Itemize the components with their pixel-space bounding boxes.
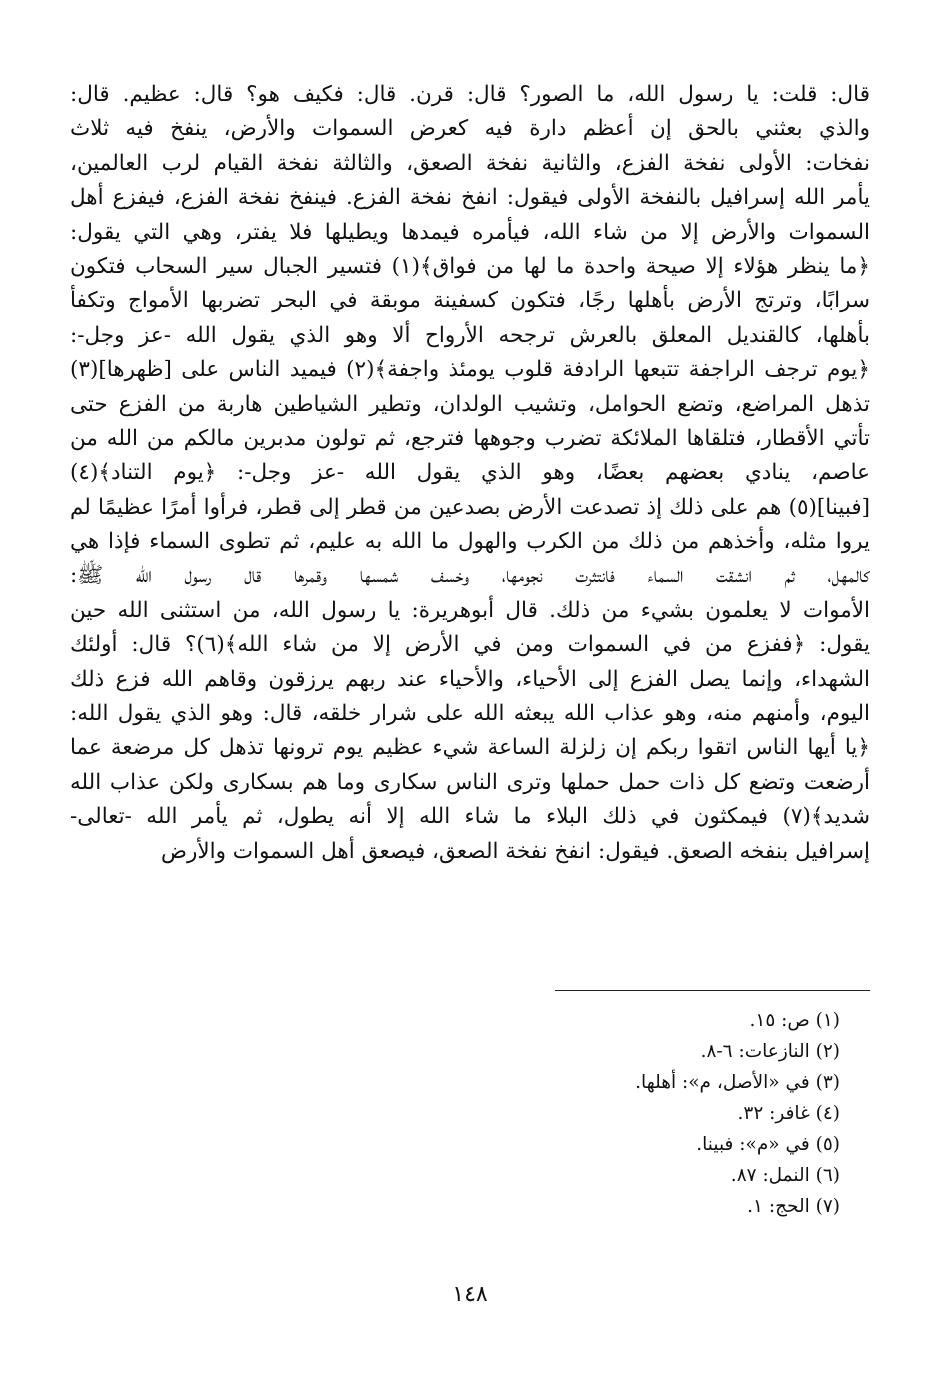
footnote: (٧) الحج: ١. — [747, 1196, 840, 1217]
text-line: الأموات لا يعلمون بشيء من ذلك. قال أبوهريرة: يا رسول الله، من استثنى الله حين — [70, 597, 870, 623]
footnote: (٢) النازعات: ٦-٨. — [700, 1041, 840, 1062]
footnote: (٦) النمل: ٨٧. — [730, 1165, 840, 1186]
text-line: تذهل المراضع، وتضع الحوامل، وتشيب الولدان، وتطير الشياطين هاربة من الفزع حتى — [70, 391, 870, 417]
text-line: يروا مثله، وأخذهم من ذلك من الكرب والهول ما الله به عليم، ثم تطوى السماء فإذا هي — [70, 529, 870, 555]
footnote: (٤) غافر: ٣٢. — [737, 1103, 840, 1124]
footnotes — [420, 1005, 840, 1222]
text-line: شديد﴾(٧) فيمكثون في ذلك البلاء ما شاء الله إلا أنه يطول، ثم يأمر الله -تعالى- — [70, 804, 870, 830]
text-line: والذي بعثني بالحق إن أعظم دارة فيه كعرض السموات والأرض، ينفخ فيه ثلاث — [70, 116, 870, 142]
text-line: سرابًا، وترتج الأرض بأهلها رجًا، فتكون كسفينة موبقة في البحر تضربها الأمواج وتكفأ — [70, 288, 870, 314]
text-line: اليوم، وأمنهم منه، وهو عذاب الله يبعثه الله على شرار خلقه، قال: وهو الذي يقول الله: — [70, 701, 870, 727]
footnote: (٣) في «الأصل، م»: أهلها. — [635, 1072, 840, 1093]
text-line: يأمر الله إسرافيل بالنفخة الأولى فيقول: انفخ نفخة الفزع. فينفخ نفخة الفزع، فيفزع أهل — [70, 185, 870, 211]
text-line: تأتي الأقطار، فتلقاها الملائكة تضرب وجوهها فترجع، ثم تولون مدبرين مالكم من الله من — [70, 425, 870, 451]
text-line: إسرافيل بنفخه الصعق. فيقول: انفخ نفخة الصعق، فيصعق أهل السموات والأرض — [160, 838, 870, 864]
text-line: أرضعت وتضع كل ذات حمل حملها وترى الناس سكارى وما هم بسكارى ولكن عذاب الله — [70, 769, 870, 795]
text-line: قال: قلت: يا رسول الله، ما الصور؟ قال: قرن. قال: فكيف هو؟ قال: عظيم. قال: — [70, 82, 870, 107]
text-line: بأهلها، كالقنديل المعلق بالعرش ترجحه الأرواح ألا وهو الذي يقول الله -عز وجل-: — [70, 322, 870, 348]
text-line: ﴿يا أيها الناس اتقوا ربكم إن زلزلة الساعة شيء عظيم يوم ترونها تذهل كل مرضعة عما — [70, 735, 870, 761]
text-line: كالمهل، ثم انشقت السماء فانتثرت نجومها، وخسف شمسها وقمرها قال رسول الله ﷺ: — [70, 563, 870, 589]
footnote: (١) ص: ١٥. — [749, 1010, 840, 1031]
text-line: يقول: ﴿ففزع من في السموات ومن في الأرض إلا من شاء الله﴾(٦)؟ قال: أولئك — [70, 632, 870, 658]
text-line: ﴿يوم ترجف الراجفة تتبعها الرادفة قلوب يومئذ واجفة﴾(٢) فيميد الناس على [ظهرها](٣) — [70, 357, 870, 383]
page-number: ١٤٨ — [452, 1282, 488, 1307]
footnote: (٥) في «م»: فبينا. — [696, 1134, 840, 1155]
text-line: ﴿ما ينظر هؤلاء إلا صيحة واحدة ما لها من فواق﴾(١) فتسير الجبال سير السحاب فتكون — [70, 253, 870, 279]
main-text — [70, 78, 870, 869]
text-line: السموات والأرض إلا من شاء الله، فيأمره فيمدها ويطيلها فلا يفتر، وهي التي يقول: — [70, 219, 870, 245]
text-line: الشهداء، وإنما يصل الفزع إلى الأحياء، والأحياء عند ربهم يرزقون وقاهم الله فزع ذلك — [70, 666, 870, 692]
text-line: [فبينا](٥) هم على ذلك إذ تصدعت الأرض بصدعين من قطر إلى قطر، فرأوا أمرًا عظيمًا لم — [70, 494, 870, 520]
footnote-separator — [555, 990, 870, 991]
text-line: نفخات: الأولى نفخة الفزع، والثانية نفخة الصعق، والثالثة نفخة القيام لرب العالمين، — [70, 150, 870, 176]
text-line: عاصم، ينادي بعضهم بعضًا، وهو الذي يقول الله -عز وجل-: ﴿يوم التناد﴾(٤) — [70, 460, 870, 486]
